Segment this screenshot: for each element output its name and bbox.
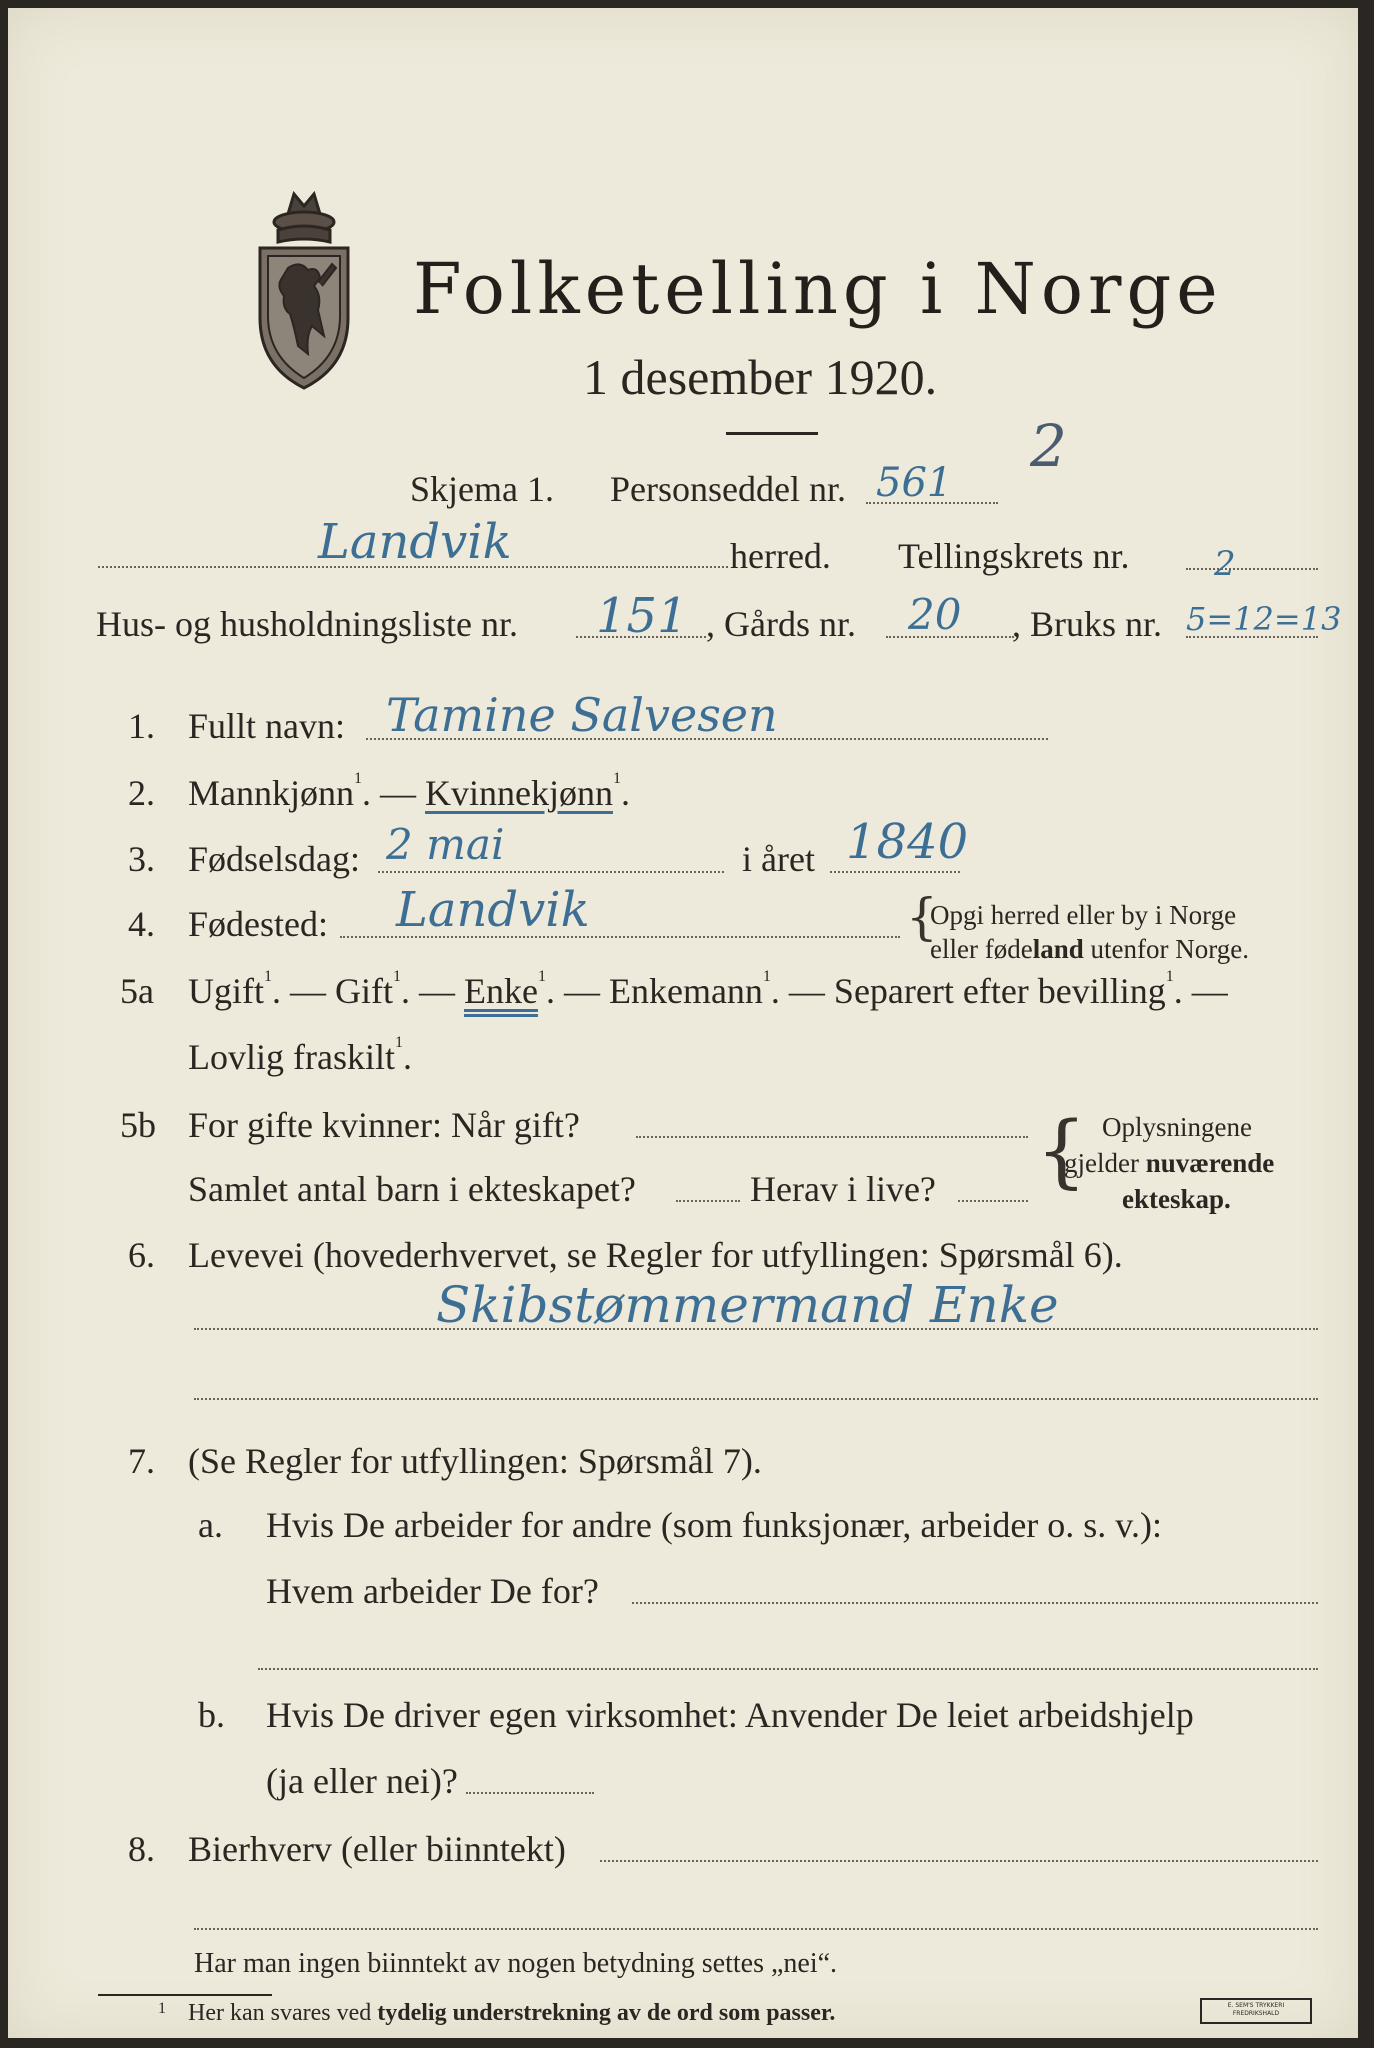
q6-line2 [194, 1398, 1318, 1400]
q1-number: 1. [128, 706, 155, 746]
q7a-letter: a. [198, 1505, 223, 1545]
q2-sex: Mannkjønn$^1$. — Kvinnekjønn$^1$. [188, 770, 630, 813]
note-nei: Har man ingen biinntekt av nogen betydning settes „nei“. [194, 1948, 838, 1979]
q4-note-line1: Opgi herred eller by i Norge [930, 900, 1237, 930]
q5b-line1: For gifte kvinner: Når gift? [188, 1105, 580, 1145]
bruks-label: , Bruks nr. [1012, 604, 1163, 644]
tellingskrets-value: 2 [1214, 544, 1236, 584]
gards-label: , Gårds nr. [706, 604, 856, 644]
q7-label: (Se Regler for utfyllingen: Spørsmål 7). [188, 1441, 762, 1481]
herred-label: herred. [730, 536, 831, 576]
census-form [8, 8, 1358, 2038]
q7b-line2-dots [466, 1792, 594, 1794]
q5b-brace: { [1036, 1104, 1087, 1197]
title-rule [726, 432, 818, 435]
gards-value: 20 [908, 590, 962, 639]
q7a-line2-dots [632, 1602, 1318, 1604]
schema-label: Skjema 1. [410, 469, 554, 509]
q3-line [378, 871, 724, 873]
q3-year-value: 1840 [846, 814, 969, 870]
q7b-letter: b. [198, 1695, 225, 1735]
q8-number: 8. [128, 1829, 155, 1869]
q5b-line2-dots-b [958, 1200, 1028, 1202]
q5b-note1: Oplysningene [1102, 1112, 1252, 1142]
q5b-note2: gjelder nuværende [1064, 1148, 1275, 1178]
q3-value: 2 mai [386, 820, 505, 869]
hus-label: Hus- og husholdningsliste nr. [96, 604, 519, 644]
q7b-line2: (ja eller nei)? [266, 1761, 458, 1801]
q3-label: Fødselsdag: [188, 839, 361, 879]
q8-line1 [600, 1860, 1318, 1862]
footnote: $^1$ Her kan svares ved tydelig understrekning av de ord som passer. [158, 2000, 836, 2026]
q7-number: 7. [128, 1441, 155, 1481]
form-date: 1 desember 1920. [583, 349, 938, 405]
q7a-line1: Hvis De arbeider for andre (som funksjonær, arbeider o. s. v.): [266, 1505, 1162, 1545]
q2-kvinnekjonn: Kvinnekjønn [425, 773, 613, 813]
q2-mannkjonn: Mannkjønn [188, 773, 354, 813]
q4-number: 4. [128, 904, 155, 944]
q5b-line2-a: Samlet antal barn i ekteskapet? [188, 1169, 636, 1209]
norway-coat-of-arms-icon [248, 186, 360, 396]
q6-value: Skibstømmermand Enke [436, 1276, 1059, 1334]
q7b-line1: Hvis De driver egen virksomhet: Anvender De leiet arbeidshjelp [266, 1695, 1194, 1735]
q3-year-line [830, 871, 960, 873]
q4-label: Fødested: [188, 904, 328, 944]
printer-mark: E. SEM'S TRYKKERI FREDRIKSHALD [1200, 1998, 1312, 2024]
personseddel-value: 561 [876, 460, 953, 506]
q3-year-label: i året [742, 839, 815, 879]
q8-label: Bierhverv (eller biinntekt) [188, 1829, 566, 1869]
q6-number: 6. [128, 1235, 155, 1275]
tellingskrets-line [1186, 568, 1318, 570]
q5b-line2-dots-a [676, 1200, 740, 1202]
hus-value: 151 [596, 588, 688, 644]
q7a-line3-dots [258, 1668, 1318, 1670]
q1-label: Fullt navn: [188, 706, 346, 746]
q8-line2 [194, 1928, 1318, 1930]
q3-number: 3. [128, 839, 155, 879]
q6-label: Levevei (hovederhvervet, se Regler for utfyllingen: Spørsmål 6). [188, 1235, 1123, 1275]
personseddel-correction: 2 [1030, 412, 1067, 480]
personseddel-label: Personseddel nr. [610, 469, 846, 509]
q4-note-line2: eller fødeland utenfor Norge. [930, 934, 1249, 964]
q5a-options: Ugift$^1$. — Gift$^1$. — Enke$^1$. — Enkemann$^1$. — Separert efter bevilling$^1$. — [188, 968, 1228, 1011]
q5a-number: 5a [120, 971, 154, 1011]
q5b-line1-dots [636, 1136, 1028, 1138]
bruks-value: 5=12=13 [1186, 600, 1342, 638]
q7a-line2: Hvem arbeider De for? [266, 1571, 599, 1611]
q4-brace: { [906, 888, 938, 946]
tellingskrets-label: Tellingskrets nr. [898, 536, 1130, 576]
q4-value: Landvik [396, 882, 590, 938]
herred-value: Landvik [318, 514, 512, 570]
footnote-rule [98, 1994, 272, 1996]
q1-value: Tamine Salvesen [386, 688, 778, 742]
q5b-number: 5b [120, 1105, 156, 1145]
q5b-note3: ekteskap. [1122, 1184, 1231, 1214]
q2-number: 2. [128, 773, 155, 813]
q5a-lovlig: Lovlig fraskilt$^1$. [188, 1034, 412, 1077]
form-title: Folketelling i Norge [413, 248, 1223, 330]
q5a-enke-selected: Enke [464, 971, 538, 1011]
q5b-line2-b: Herav i live? [750, 1169, 936, 1209]
